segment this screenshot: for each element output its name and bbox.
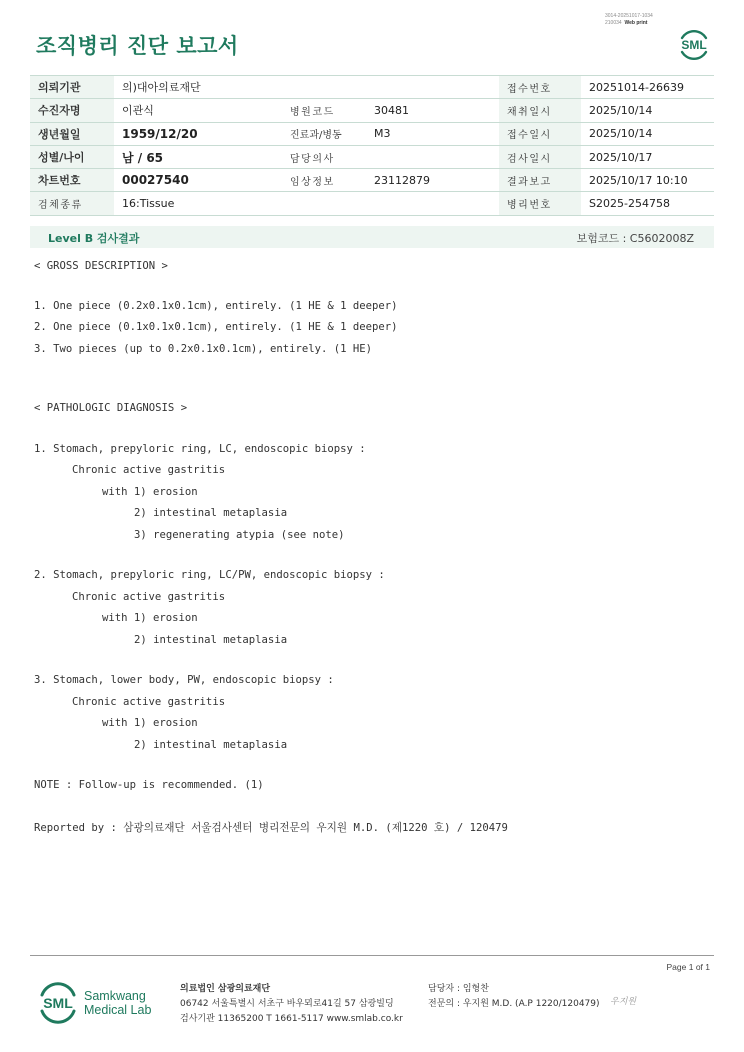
label-clinical-info: 임상정보	[282, 169, 366, 192]
value-hospital-code: 30481	[366, 99, 499, 122]
gross-line: 2. One piece (0.1x0.1x0.1cm), entirely. (1 HE & 1 deeper)	[34, 321, 398, 333]
brand-name	[84, 989, 151, 1017]
value-pathology-number: S2025-254758	[581, 192, 714, 215]
value-birth-date: 1959/12/20	[114, 122, 282, 145]
value-attending-doctor	[366, 145, 499, 168]
info-row	[30, 192, 714, 215]
diagnosis-line: Chronic active gastritis	[72, 591, 226, 603]
value-requesting-institution: 의)대아의료재단	[114, 76, 499, 99]
document-code-line1: 3014-20251017-1034	[605, 13, 653, 19]
label-attending-doctor: 담당의사	[282, 145, 366, 168]
value-patient-name: 이관식	[114, 99, 282, 122]
reported-by-line: Reported by : 삼광의료재단 서울검사센터 병리전문의 우지원 M.D. (제1220 호) / 120479	[34, 822, 508, 834]
diagnosis-line: 2) intestinal metaplasia	[134, 507, 288, 519]
label-hospital-code: 병원코드	[282, 99, 366, 122]
brand-line1: Samkwang	[84, 989, 146, 1003]
value-receipt-number: 20251014-26639	[581, 76, 714, 99]
label-department: 진료과/병동	[282, 122, 366, 145]
info-row	[30, 145, 714, 168]
value-result-report: 2025/10/17 10:10	[581, 169, 714, 192]
value-specimen-type: 16:Tissue	[114, 192, 499, 215]
info-row	[30, 169, 714, 192]
document-code	[605, 13, 653, 27]
page-title: 조직병리 진단 보고서	[36, 34, 239, 58]
label-collection-date: 채취일시	[499, 99, 581, 122]
diagnosis-line: 3) regenerating atypia (see note)	[134, 529, 345, 541]
org-address: 06742 서울특별시 서초구 바우뫼로41길 57 삼광빌딩	[180, 999, 394, 1009]
pathologic-diagnosis-heading: < PATHOLOGIC DIAGNOSIS >	[34, 402, 188, 414]
diagnosis-line: with 1) erosion	[102, 612, 198, 624]
label-requesting-institution: 의뢰기관	[30, 76, 114, 99]
label-sex-age: 성별/나이	[30, 145, 114, 168]
value-clinical-info: 23112879	[366, 169, 499, 192]
insurance-code: 보험코드 : C5602008Z	[576, 232, 694, 245]
value-test-date: 2025/10/17	[581, 145, 714, 168]
label-receipt-date: 접수일시	[499, 122, 581, 145]
result-section-bar	[30, 226, 714, 248]
sml-footer-logo-icon	[36, 980, 80, 1026]
gross-line: 3. Two pieces (up to 0.2x0.1x0.1cm), entirely. (1 HE)	[34, 343, 373, 355]
label-specimen-type: 검체종류	[30, 192, 114, 215]
gross-line: 1. One piece (0.2x0.1x0.1cm), entirely. (1 HE & 1 deeper)	[34, 300, 398, 312]
gross-description-heading: < GROSS DESCRIPTION >	[34, 260, 168, 272]
label-chart-number: 차트번호	[30, 169, 114, 192]
diagnosis-line: Chronic active gastritis	[72, 464, 226, 476]
note-line: NOTE : Follow-up is recommended. (1)	[34, 779, 264, 791]
org-name: 의료법인 삼광의료재단	[180, 984, 271, 994]
label-test-date: 검사일시	[499, 145, 581, 168]
diagnosis-line: Chronic active gastritis	[72, 696, 226, 708]
brand-line2: Medical Lab	[84, 1003, 152, 1017]
value-sex-age: 남 / 65	[114, 145, 282, 168]
diagnosis-line: with 1) erosion	[102, 717, 198, 729]
sml-footer-logo-text: SML	[43, 995, 73, 1011]
info-row	[30, 76, 714, 99]
specialist-info: 전문의 : 우지원 M.D. (A.P 1220/120479)	[428, 999, 600, 1009]
manager-info: 담당자 : 임형찬	[428, 984, 489, 994]
label-pathology-number: 병리번호	[499, 192, 581, 215]
doctor-signature: 우지원	[610, 997, 637, 1007]
value-collection-date: 2025/10/14	[581, 99, 714, 122]
info-row	[30, 99, 714, 122]
info-row	[30, 122, 714, 145]
value-department: M3	[366, 122, 499, 145]
document-code-line2: 210034	[605, 20, 622, 26]
diagnosis-specimen: 3. Stomach, lower body, PW, endoscopic biopsy :	[34, 674, 334, 686]
patient-info-table	[30, 75, 714, 216]
page-number: Page 1 of 1	[666, 962, 710, 972]
label-result-report: 결과보고	[499, 169, 581, 192]
diagnosis-line: 2) intestinal metaplasia	[134, 634, 288, 646]
web-print-label: Web print	[624, 20, 648, 26]
label-receipt-number: 접수번호	[499, 76, 581, 99]
diagnosis-line: with 1) erosion	[102, 486, 198, 498]
label-birth-date: 생년월일	[30, 122, 114, 145]
label-patient-name: 수진자명	[30, 99, 114, 122]
value-receipt-date: 2025/10/14	[581, 122, 714, 145]
footer-divider	[30, 955, 714, 956]
diagnosis-line: 2) intestinal metaplasia	[134, 739, 288, 751]
sml-logo-text: SML	[681, 38, 707, 52]
sml-logo-icon	[676, 26, 712, 62]
level-label: Level B 검사결과	[48, 232, 140, 245]
org-contact: 검사기관 11365200 T 1661-5117 www.smlab.co.kr	[180, 1014, 403, 1024]
diagnosis-specimen: 2. Stomach, prepyloric ring, LC/PW, endoscopic biopsy :	[34, 569, 385, 581]
value-chart-number: 00027540	[114, 169, 282, 192]
diagnosis-specimen: 1. Stomach, prepyloric ring, LC, endoscopic biopsy :	[34, 443, 366, 455]
